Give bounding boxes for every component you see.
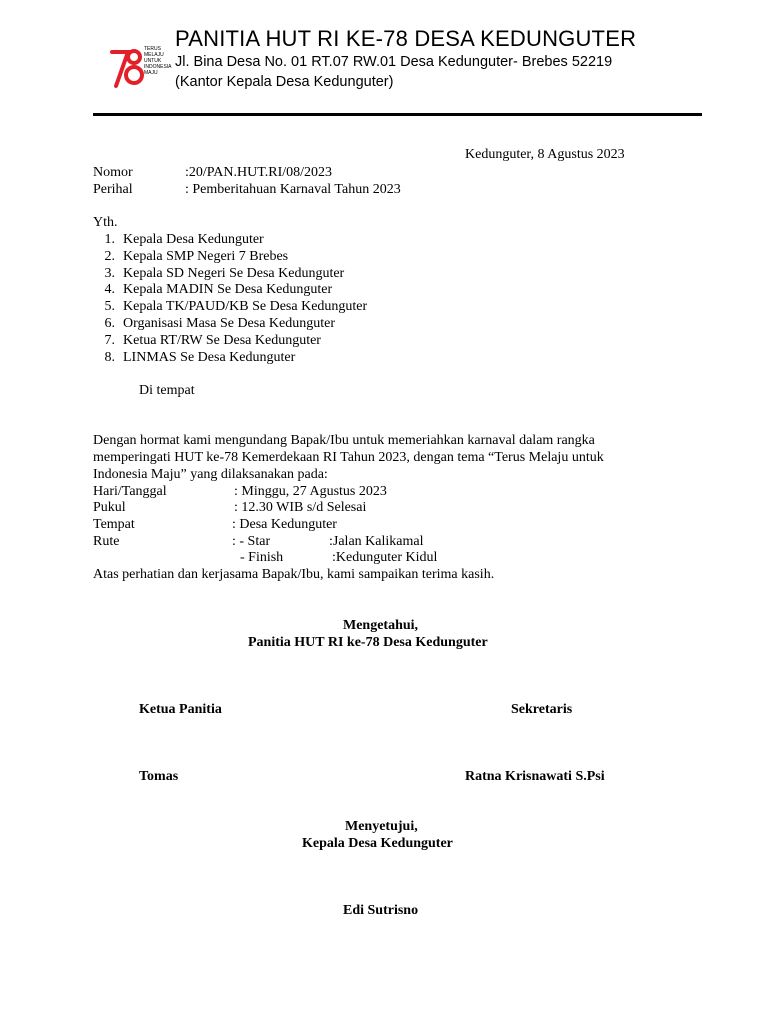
recipient-list	[93, 232, 367, 366]
recipient-text: Kepala SD Negeri Se Desa Kedunguter	[123, 265, 345, 281]
logo-tagline-line: UNTUK	[144, 58, 162, 64]
letterhead-divider	[93, 113, 702, 116]
nomor-value: :20/PAN.HUT.RI/08/2023	[185, 165, 333, 180]
logo-tagline	[144, 46, 172, 76]
recipient-text: Organisasi Masa Se Desa Kedunguter	[123, 315, 336, 331]
rute-finish-label: - Finish	[240, 550, 284, 565]
list-number: 8.	[104, 349, 115, 365]
tempat-value: : Desa Kedunguter	[232, 517, 337, 532]
pukul-label: Pukul	[93, 500, 126, 515]
recipient-text: Kepala MADIN Se Desa Kedunguter	[123, 282, 333, 298]
logo-tagline-line: INDONESIA	[144, 64, 172, 70]
recipient-text: Kepala SMP Negeri 7 Brebes	[123, 248, 289, 264]
rute-label: Rute	[93, 534, 120, 549]
list-number: 1.	[104, 232, 115, 247]
list-number: 4.	[104, 282, 115, 298]
mengetahui-label: Mengetahui,	[343, 618, 419, 633]
list-item	[93, 266, 367, 283]
list-item	[93, 316, 367, 333]
list-item	[93, 333, 367, 350]
nomor-label: Nomor	[93, 165, 133, 180]
di-tempat: Di tempat	[139, 383, 195, 398]
list-item	[93, 299, 367, 316]
list-number: 2.	[104, 248, 115, 264]
list-item	[93, 232, 367, 249]
body-line: memperingati HUT ke-78 Kemerdekaan RI Tahun 2023, dengan tema “Terus Melaju untuk	[93, 449, 604, 465]
letterhead-title: PANITIA HUT RI KE-78 DESA KEDUNGUTER	[175, 26, 637, 51]
hari-value: : Minggu, 27 Agustus 2023	[234, 484, 387, 499]
letterhead-office: (Kantor Kepala Desa Kedunguter)	[175, 74, 394, 90]
logo-tagline-line: MELAJU	[144, 52, 164, 58]
panitia-label: Panitia HUT RI ke-78 Desa Kedunguter	[248, 635, 488, 650]
logo-tagline-line: TERUS	[144, 46, 161, 52]
ketua-name: Tomas	[139, 769, 179, 784]
perihal-value: : Pemberitahuan Karnaval Tahun 2023	[185, 182, 401, 197]
body-line: Indonesia Maju” yang dilaksanakan pada:	[93, 466, 328, 482]
yth-salutation: Yth.	[93, 215, 118, 230]
recipient-text: Kepala TK/PAUD/KB Se Desa Kedunguter	[123, 299, 368, 315]
rute-star-label: : - Star	[232, 534, 271, 549]
recipient-text: Ketua RT/RW Se Desa Kedunguter	[123, 332, 321, 348]
list-item	[93, 282, 367, 299]
tempat-label: Tempat	[93, 517, 135, 532]
menyetujui-label: Menyetujui,	[345, 819, 418, 834]
sekretaris-name: Ratna Krisnawati S.Psi	[465, 769, 605, 784]
perihal-label: Perihal	[93, 182, 133, 197]
recipient-text: LINMAS Se Desa Kedunguter	[123, 349, 296, 365]
pukul-value: : 12.30 WIB s/d Selesai	[234, 500, 367, 515]
list-item	[93, 350, 367, 367]
list-number: 3.	[104, 265, 115, 281]
recipient-text: Kepala Desa Kedunguter	[123, 232, 264, 247]
list-number: 5.	[104, 299, 115, 315]
body-line: Dengan hormat kami mengundang Bapak/Ibu untuk memeriahkan karnaval dalam rangka	[93, 433, 595, 448]
place-date: Kedunguter, 8 Agustus 2023	[465, 147, 625, 162]
list-number: 7.	[104, 332, 115, 348]
rute-finish-value: :Kedunguter Kidul	[332, 550, 438, 565]
letterhead-address: Jl. Bina Desa No. 01 RT.07 RW.01 Desa Kedunguter- Brebes 52219	[175, 54, 613, 70]
closing-sentence: Atas perhatian dan kerjasama Bapak/Ibu, kami sampaikan terima kasih.	[93, 567, 495, 582]
kepala-desa-name: Edi Sutrisno	[343, 903, 419, 918]
sekretaris-title: Sekretaris	[511, 702, 573, 717]
ketua-title: Ketua Panitia	[139, 702, 222, 717]
list-number: 6.	[104, 315, 115, 331]
rute-star-value: :Jalan Kalikamal	[329, 534, 424, 549]
logo-78-strokes	[112, 51, 142, 86]
logo-tagline-line: MAJU	[144, 70, 158, 76]
letter-body	[93, 433, 604, 483]
list-item	[93, 249, 367, 266]
hari-label: Hari/Tanggal	[93, 484, 167, 499]
kepala-desa-label: Kepala Desa Kedunguter	[302, 836, 453, 851]
